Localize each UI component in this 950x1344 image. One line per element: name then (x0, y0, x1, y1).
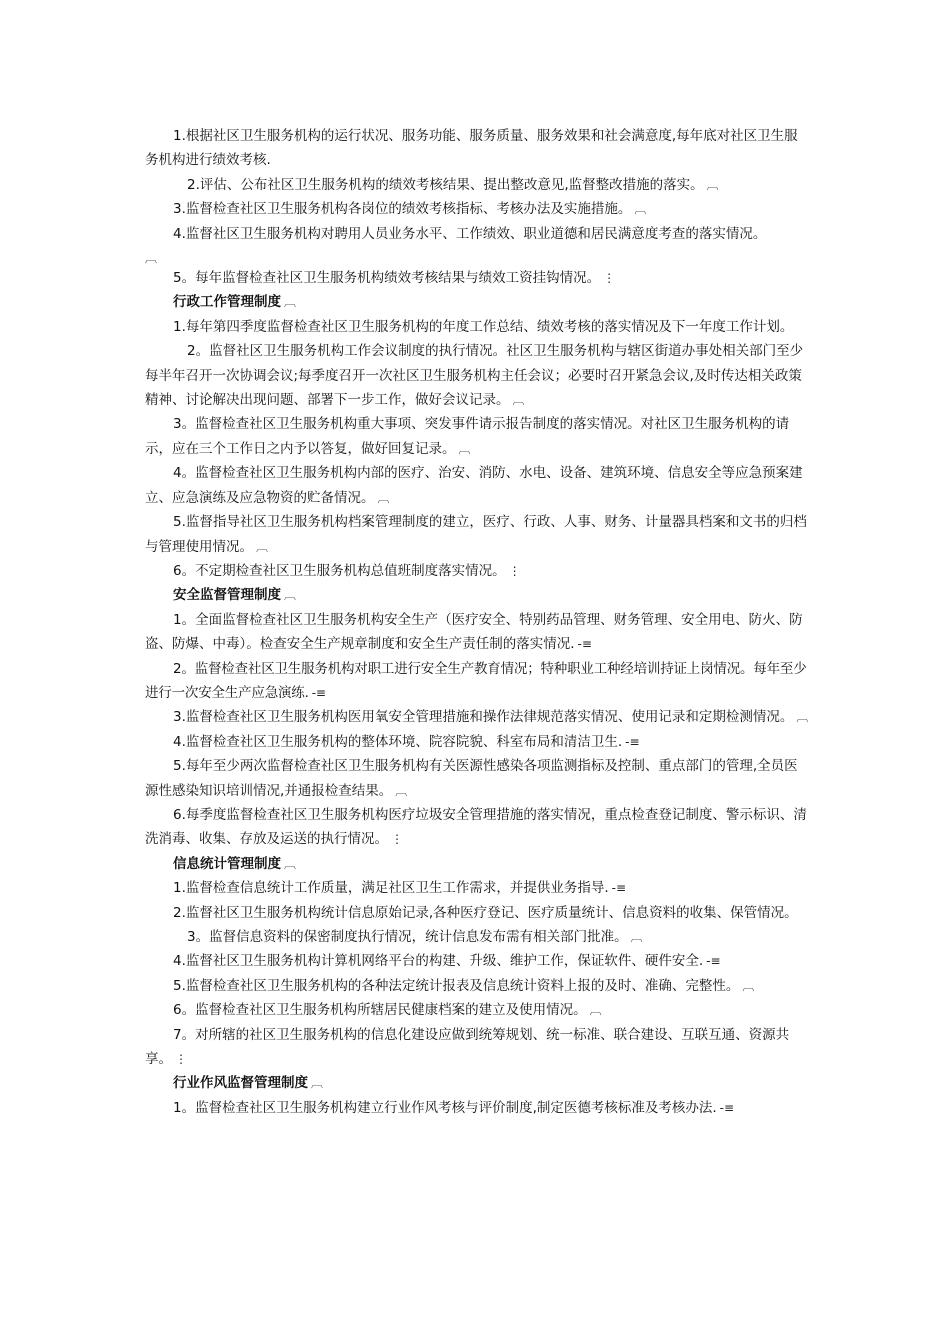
paragraph: 5.每年至少两次监督检查社区卫生服务机构有关医源性感染各项监测指标及控制、重点部门的管理,全员医源性感染知识培训情况,并通报检查结果。 ︹ (145, 758, 798, 799)
format-mark: ︹ (284, 588, 297, 603)
section-heading: 行业作风监督管理制度 ︹ (173, 1075, 324, 1092)
paragraph: 6。监督检查社区卫生服务机构所辖居民健康档案的建立及使用情况。 ︹ (173, 1002, 602, 1019)
format-mark: ︹ (706, 177, 719, 192)
format-mark: ︹ (311, 1076, 324, 1091)
paragraph: 1.根据社区卫生服务机构的运行状况、服务功能、服务质量、服务效果和社会满意度,每年底对社区卫生服务机构进行绩效考核. (145, 128, 798, 169)
paragraph: 1.每年第四季度监督检查社区卫生服务机构的年度工作总结、绩效考核的落实情况及下一年度工作计划。 (173, 318, 794, 335)
paragraph: 4。监督检查社区卫生服务机构内部的医疗、治安、消防、水电、设备、建筑环境、信息安全等应急预案建立、应急演练及应急物资的贮备情况。 ︹ (145, 465, 803, 506)
paragraph: 3.监督检查社区卫生服务机构各岗位的绩效考核指标、考核办法及实施措施。 ︹ (173, 201, 647, 218)
paragraph: 7。对所辖的社区卫生服务机构的信息化建设应做到统筹规划、统一标准、联合建设、互联互通、资源共享。 ⋮ (145, 1026, 790, 1068)
paragraph: 2.评估、公布社区卫生服务机构的绩效考核结果、提出整改意见,监督整改措施的落实。 ︹ (187, 176, 719, 193)
paragraph: 3。监督信息资料的保密制度执行情况，统计信息发布需有相关部门批准。 ︹ (187, 929, 643, 945)
format-mark: -≡ (311, 685, 326, 700)
format-mark: ⋮ (508, 563, 521, 578)
paragraph: 2.监督社区卫生服务机构统计信息原始记录,各种医疗登记、医疗质量统计、信息资料的收集、保管情况。 (173, 904, 798, 921)
paragraph: 4.监督社区卫生服务机构计算机网络平台的构建、升级、维护工作，保证软件、硬件安全. -≡ (173, 953, 721, 970)
format-mark: ︹ (458, 441, 471, 456)
format-mark: ⋮ (391, 832, 403, 847)
format-mark: ︹ (256, 539, 269, 554)
format-mark: ︹ (796, 710, 809, 725)
format-mark: ︹ (634, 202, 647, 217)
paragraph: 1。监督检查社区卫生服务机构建立行业作风考核与评价制度,制定医德考核标准及考核办法. -≡ (173, 1099, 735, 1116)
format-mark: ⋮ (175, 1052, 187, 1067)
format-mark: ︹ (589, 1003, 602, 1018)
format-mark: -≡ (625, 734, 640, 749)
paragraph: 6。不定期检查社区卫生服务机构总值班制度落实情况。 ⋮ (173, 562, 521, 579)
format-mark: ︹ (512, 393, 525, 408)
format-mark: ︹ (145, 251, 158, 266)
format-mark: ︹ (284, 856, 297, 871)
paragraph: 3。监督检查社区卫生服务机构重大事项、突发事件请示报告制度的落实情况。对社区卫生服务机构的请示，应在三个工作日之内予以答复，做好回复记录。 ︹ (145, 416, 790, 457)
paragraph: 2。监督社区卫生服务机构工作会议制度的执行情况。社区卫生服务机构与辖区街道办事处相关部门至少每半年召开一次协调会议;每季度召开一次社区卫生服务机构主任会议；必要时召开紧急会议,及时传达相关政策精神、讨论解决出现问题、部署下一步工作，做好会议记录。 ︹ (145, 343, 804, 409)
format-mark: ︹ (742, 978, 755, 993)
format-mark: -≡ (706, 954, 721, 969)
format-mark: ︹ (377, 490, 390, 505)
paragraph: 6.每季度监督检查社区卫生服务机构医疗垃圾安全管理措施的落实情况，重点检查登记制度、警示标识、清洗消毒、收集、存放及运送的执行情况。 ⋮ (145, 806, 807, 848)
paragraph: 5。每年监督检查社区卫生服务机构绩效考核结果与绩效工资挂钩情况。 ⋮ (173, 270, 616, 287)
paragraph: 4.监督社区卫生服务机构对聘用人员业务水平、工作绩效、职业道德和居民满意度考查的落实情况。 (173, 225, 767, 242)
paragraph: 5.监督检查社区卫生服务机构的各种法定统计报表及信息统计资料上报的及时、准确、完整性。 ︹ (173, 977, 755, 994)
section-heading: 信息统计管理制度 ︹ (173, 855, 297, 872)
paragraph: 5.监督指导社区卫生服务机构档案管理制度的建立，医疗、行政、人事、财务、计量器具档案和文书的归档与管理使用情况。 ︹ (145, 514, 807, 555)
paragraph: 3.监督检查社区卫生服务机构医用氧安全管理措施和操作法律规范落实情况、使用记录和定期检测情况。 ︹ (173, 709, 809, 726)
format-mark: -≡ (611, 881, 627, 896)
paragraph: 4.监督检查社区卫生服务机构的整体环境、院容院貌、科室布局和清洁卫生. -≡ (173, 733, 640, 750)
paragraph: 1。全面监督检查社区卫生服务机构安全生产（医疗安全、特别药品管理、财务管理、安全用电、防火、防盗、防爆、中毒）。检查安全生产规章制度和安全生产责任制的落实情况. -≡ (145, 611, 803, 653)
format-mark: -≡ (577, 637, 592, 652)
format-mark: ︹ (395, 783, 408, 798)
paragraph: 1.监督检查信息统计工作质量，满足社区卫生工作需求，并提供业务指导. -≡ (173, 880, 627, 897)
format-mark: ︹ (284, 295, 297, 310)
section-heading: 安全监督管理制度 ︹ (173, 587, 297, 604)
format-mark: ⋮ (603, 271, 616, 286)
format-mark: -≡ (719, 1100, 735, 1115)
document-body (145, 124, 810, 1120)
section-heading: 行政工作管理制度 ︹ (173, 294, 297, 311)
paragraph: 2。监督检查社区卫生服务机构对职工进行安全生产教育情况；特种职业工种经培训持证上岗情况。每年至少进行一次安全生产应急演练. -≡ (145, 660, 807, 701)
format-mark: ︹ (630, 930, 643, 944)
